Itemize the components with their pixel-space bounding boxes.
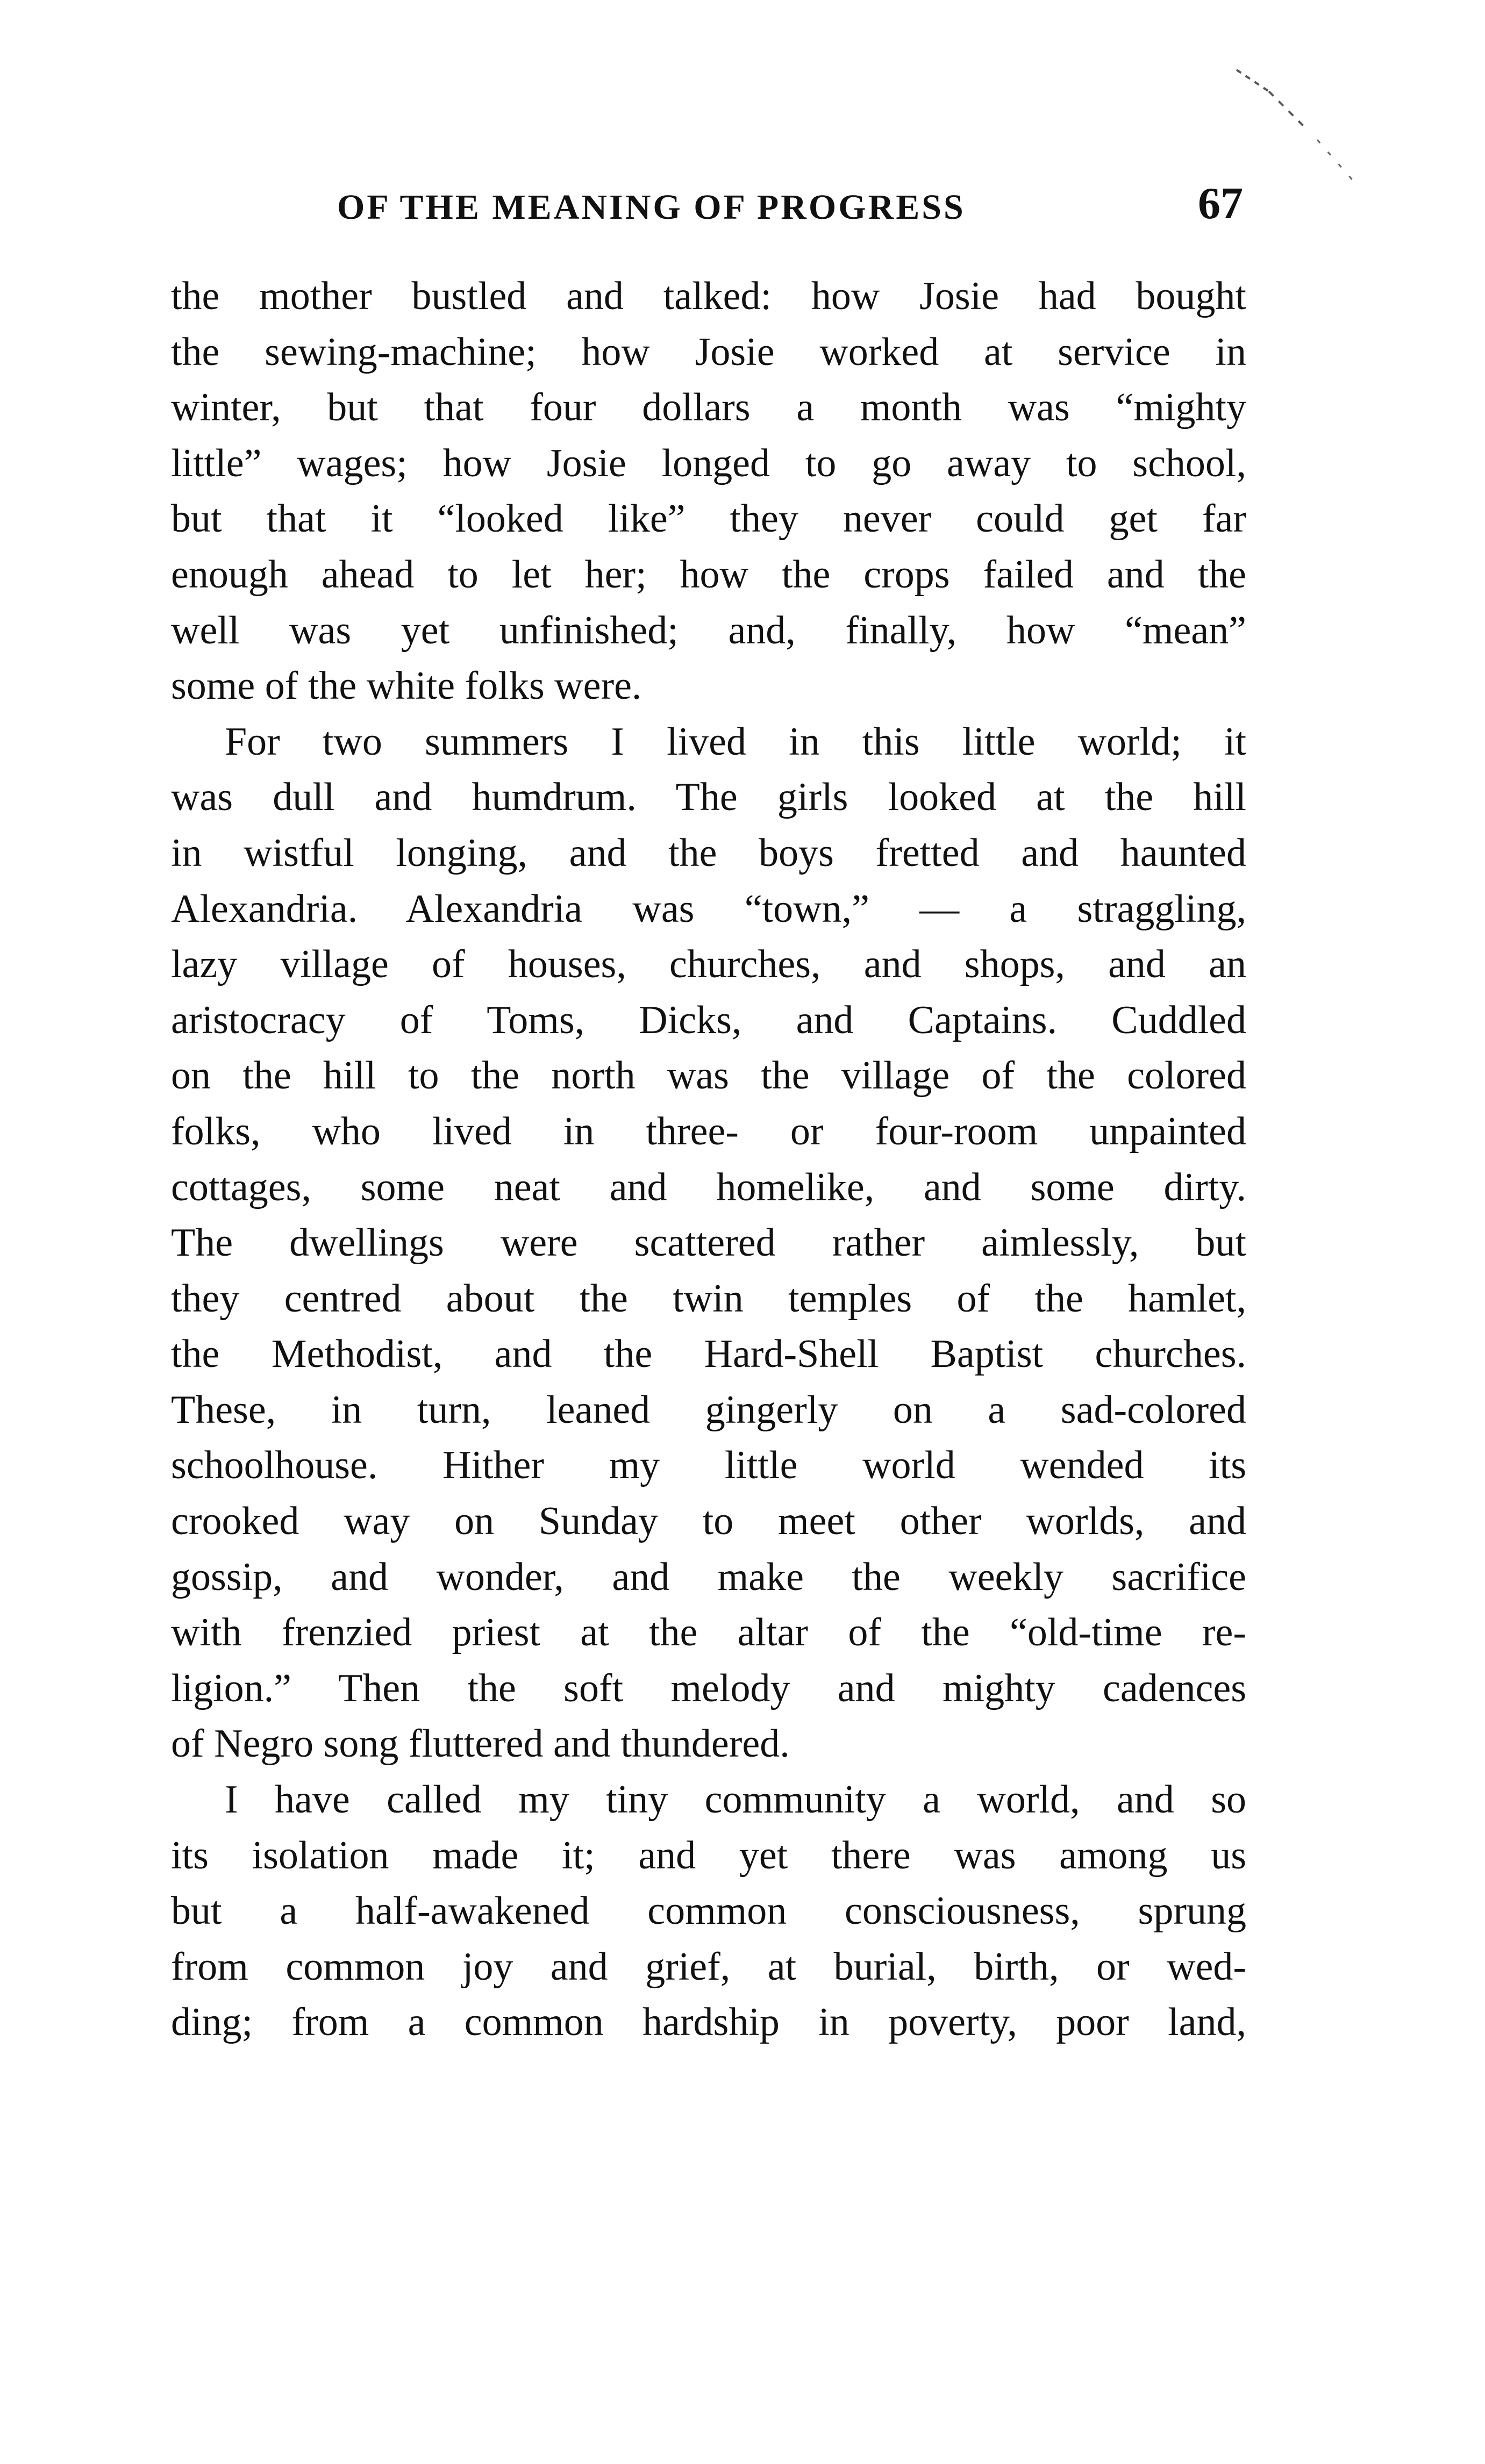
text-line: from common joy and grief, at burial, birth, or wed-: [171, 1944, 1246, 1989]
text-line: winter, but that four dollars a month was “mighty: [171, 385, 1246, 430]
text-line: enough ahead to let her; how the crops failed and the: [171, 552, 1246, 597]
text-line: aristocracy of Toms, Dicks, and Captains. Cuddled: [171, 998, 1246, 1042]
text-line: the Methodist, and the Hard-Shell Baptist churches.: [171, 1332, 1246, 1377]
text-line: gossip, and wonder, and make the weekly sacrifice: [171, 1555, 1246, 1599]
text-line: lazy village of houses, churches, and shops, and an: [171, 942, 1246, 987]
text-line: The dwellings were scattered rather aimlessly, but: [171, 1221, 1246, 1265]
text-line: little” wages; how Josie longed to go away to school,: [171, 441, 1246, 485]
text-line: For two summers I lived in this little world; it: [225, 719, 1246, 764]
text-line: but a half-awakened common consciousness, sprung: [171, 1889, 1246, 1933]
text-line: folks, who lived in three- or four-room unpainted: [171, 1109, 1246, 1154]
running-head-title: OF THE MEANING OF PROGRESS: [337, 188, 966, 227]
text-line: These, in turn, leaned gingerly on a sad-colored: [171, 1387, 1246, 1432]
pencil-mark-icon: [1226, 59, 1387, 199]
text-line: the sewing-machine; how Josie worked at service in: [171, 330, 1246, 374]
text-line: of Negro song fluttered and thundered.: [171, 1722, 790, 1766]
text-line: Alexandria. Alexandria was “town,” — a straggling,: [171, 886, 1246, 931]
text-line: they centred about the twin temples of the hamlet,: [171, 1276, 1246, 1321]
text-line: ding; from a common hardship in poverty, poor land,: [171, 2000, 1246, 2045]
text-line: I have called my tiny community a world, and so: [225, 1778, 1246, 1822]
text-line: ligion.” Then the soft melody and mighty cadences: [171, 1666, 1246, 1710]
text-line: the mother bustled and talked: how Josie had bought: [171, 274, 1246, 318]
text-line: but that it “looked like” they never could get far: [171, 497, 1246, 541]
text-line: was dull and humdrum. The girls looked at the hill: [171, 775, 1246, 820]
text-line: crooked way on Sunday to meet other worlds, and: [171, 1499, 1246, 1544]
text-line: schoolhouse. Hither my little world wended its: [171, 1443, 1246, 1488]
text-line: cottages, some neat and homelike, and some dirty.: [171, 1165, 1246, 1209]
text-line: on the hill to the north was the village of the colored: [171, 1054, 1246, 1098]
text-line: well was yet unfinished; and, finally, how “mean”: [171, 608, 1246, 653]
text-line: with frenzied priest at the altar of the “old-time re-: [171, 1610, 1246, 1655]
page-number: 67: [1198, 178, 1243, 228]
body-text: [171, 269, 1246, 2051]
text-line: in wistful longing, and the boys fretted and haunted: [171, 830, 1246, 875]
text-line: its isolation made it; and yet there was among us: [171, 1833, 1246, 1878]
running-head: [337, 177, 1243, 231]
text-line: some of the white folks were.: [171, 664, 642, 708]
